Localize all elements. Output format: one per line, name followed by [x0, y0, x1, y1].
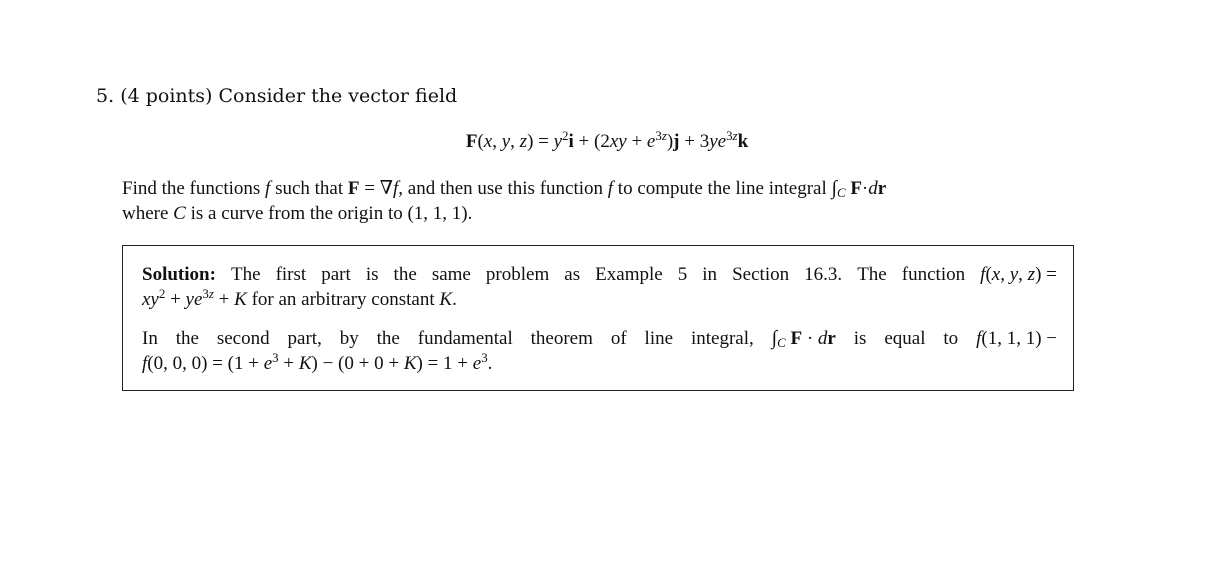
problem-number: 5. — [96, 85, 115, 107]
task-line-1: Find the functions f such that F = ∇f, and then use this function f to compute the line integral $\int_C$ F·dr — [122, 177, 887, 201]
solution-box — [122, 245, 1074, 391]
solution-label: Solution: — [142, 264, 216, 285]
problem-points: (4 points) — [120, 85, 213, 107]
task-line-2: where C is a curve from the origin to (1, 1, 1). — [122, 203, 473, 224]
solution-paragraph-1: Solution: The first part is the same problem as Example 5 in Section 16.3. The function f(x, y, z) = $xy^2 + ye^{3z} + K$ for an arbitrary constant K. — [142, 264, 1057, 310]
problem-header — [96, 84, 457, 108]
problem-intro: Consider the vector field — [218, 85, 458, 107]
problem-task — [122, 176, 1082, 226]
solution-paragraph-2: In the second part, by the fundamental theorem of line integral, $\int_C$ F · dr is equal to f(1, 1, 1) − f(0, 0, $0) = (1 + e^3 + K) - (0 + 0 + K) = 1 + e^3$. — [142, 327, 1057, 374]
vector-field-equation: F(x, y, $z) = y^2i + (2xy + e^{3z})j + 3ye^{3z}k$ — [465, 127, 749, 152]
